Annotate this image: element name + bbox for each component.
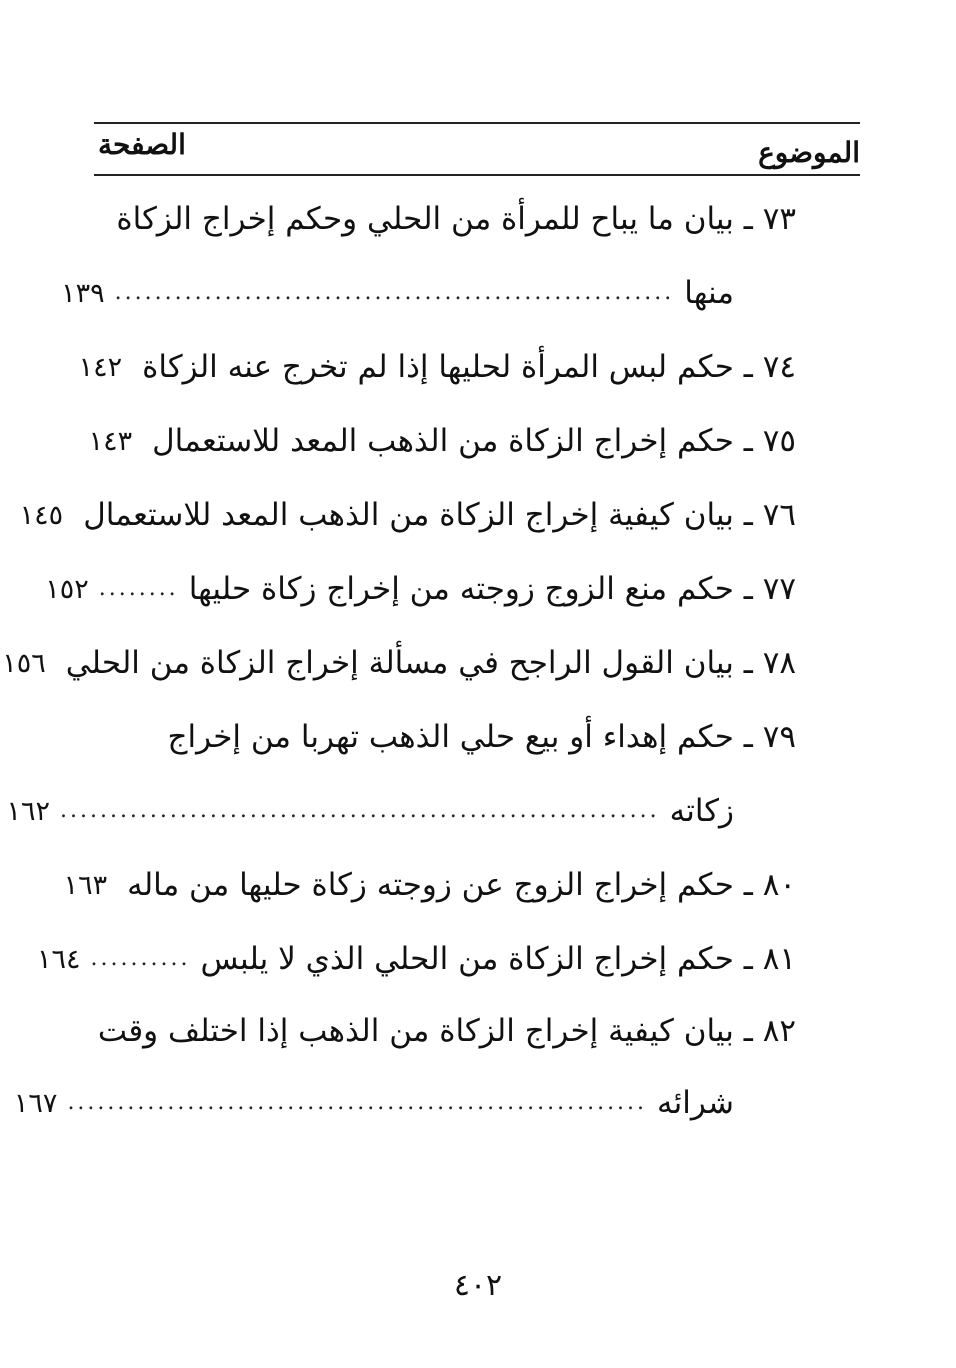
topic-column-label: الموضوع <box>758 136 860 169</box>
toc-entry-continuation <box>13 1080 734 1126</box>
toc-entry <box>88 418 796 464</box>
toc-entry-title-continued: شرائه <box>657 1085 734 1121</box>
toc-entry-title: ٧٤ ـ حكم لبس المرأة لحليها إذا لم تخرج عنه الزكاة <box>142 349 796 385</box>
toc-entry-title-continued: زكاته <box>669 793 734 829</box>
page-column-label: الصفحة <box>98 128 186 161</box>
toc-entry-page: ١٣٩ <box>61 277 105 309</box>
toc-entry-title: ٧٣ ـ بيان ما يباح للمرأة من الحلي وحكم إخراج الزكاة <box>116 201 796 237</box>
toc-entry-page: ١٤٣ <box>88 425 133 457</box>
toc-entry-title: ٧٦ ـ بيان كيفية إخراج الزكاة من الذهب المعد للاستعمال <box>83 497 796 533</box>
toc-entry-page: ١٦٣ <box>63 869 108 901</box>
leader-dots: ........................................................ <box>114 280 675 305</box>
toc-entry-page: ١٥٢ <box>45 573 89 605</box>
leader-dots: ............................................................ <box>59 798 660 823</box>
toc-entry <box>37 936 796 982</box>
toc-entry-page: ١٦٢ <box>6 795 50 827</box>
toc-entry <box>94 196 796 242</box>
toc-entry <box>63 862 796 908</box>
toc-entry-title: ٨١ ـ حكم إخراج الزكاة من الحلي الذي لا يلبس <box>200 941 796 977</box>
table-of-contents-header <box>94 122 860 176</box>
toc-entry-page: ١٤٥ <box>19 499 64 531</box>
toc-entry <box>2 640 796 686</box>
toc-entry <box>45 566 796 612</box>
leader-dots: ........ <box>98 576 179 601</box>
toc-entry <box>94 714 796 760</box>
toc-entry-title: ٧٥ ـ حكم إخراج الزكاة من الذهب المعد للاستعمال <box>152 423 796 459</box>
toc-entry-title: ٨٠ ـ حكم إخراج الزوج عن زوجته زكاة حليها من ماله <box>127 867 796 903</box>
toc-entry-continuation <box>61 270 734 316</box>
toc-entry-title: ٧٩ ـ حكم إهداء أو بيع حلي الذهب تهربا من إخراج <box>167 719 796 755</box>
toc-entry <box>78 344 796 390</box>
toc-entry-page: ١٤٢ <box>78 351 123 383</box>
toc-entry-title: ٧٧ ـ حكم منع الزوج زوجته من إخراج زكاة حليها <box>188 571 796 607</box>
leader-dots: .......................................................... <box>67 1090 648 1115</box>
toc-entry-title: ٧٨ ـ بيان القول الراجح في مسألة إخراج الزكاة من الحلي <box>65 645 796 681</box>
toc-entry-page: ١٦٧ <box>13 1087 58 1119</box>
toc-entry-title-continued: منها <box>684 275 734 311</box>
toc-entry <box>19 492 796 538</box>
toc-entry <box>94 1008 796 1054</box>
toc-entry-page: ١٥٦ <box>2 647 46 679</box>
toc-entry-title: ٨٢ ـ بيان كيفية إخراج الزكاة من الذهب إذا اختلف وقت <box>97 1013 796 1049</box>
toc-entry-page: ١٦٤ <box>37 943 81 975</box>
toc-entry-continuation <box>6 788 734 834</box>
page-number: ٤٠٢ <box>453 1268 503 1303</box>
leader-dots: .......... <box>90 946 191 971</box>
